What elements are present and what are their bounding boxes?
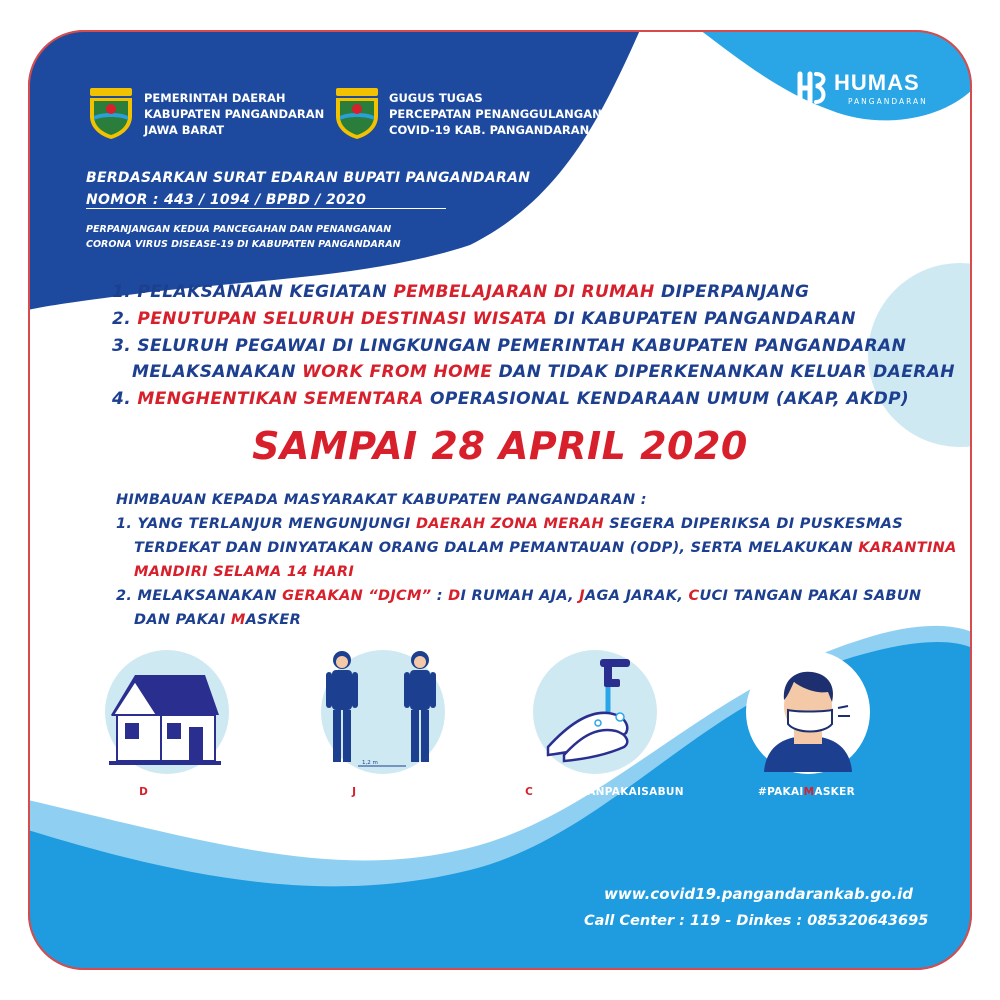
hashtag-jagajarak: #JAGAJARAK — [343, 786, 420, 798]
two-people-icon — [318, 648, 448, 776]
org2-line: COVID-19 KAB. PANGANDARAN — [389, 123, 590, 137]
coat-of-arms-icon — [84, 86, 138, 140]
appeal-1-line3: MANDIRI SELAMA 14 HARI — [134, 564, 355, 580]
divider — [86, 208, 446, 209]
deadline-heading: SAMPAI 28 APRIL 2020 — [252, 424, 748, 468]
decree-number: NOMOR : 443 / 1094 / BPBD / 2020 — [86, 192, 367, 208]
org-government-block — [144, 90, 324, 138]
coat-of-arms-icon — [330, 86, 384, 140]
handwash-icon — [538, 655, 648, 765]
org-taskforce-block — [389, 90, 602, 138]
point-2: 2. PENUTUPAN SELURUH DESTINASI WISATA DI KABUPATEN PANGANDARAN — [112, 309, 856, 329]
appeal-1: 1. YANG TERLANJUR MENGUNJUNGI DAERAH ZONA MERAH SEGERA DIPERIKSA DI PUSKESMAS — [116, 516, 903, 532]
subtitle-line: PERPANJANGAN KEDUA PANCEGAHAN DAN PENANGANAN — [86, 224, 392, 235]
decree-block — [86, 167, 530, 211]
point-1: 1. PELAKSANAAN KEGIATAN PEMBELAJARAN DI RUMAH DIPERPANJANG — [112, 282, 810, 302]
appeal-title: HIMBAUAN KEPADA MASYARAKAT KABUPATEN PANGANDARAN : — [116, 492, 647, 508]
point-3-continued: MELAKSANAKAN WORK FROM HOME DAN TIDAK DIPERKENANKAN KELUAR DAERAH — [132, 362, 955, 382]
appeal-1-line2: TERDEKAT DAN DINYATAKAN ORANG DALAM PEMANTAUAN (ODP), SERTA MELAKUKAN KARANTINA — [134, 540, 957, 556]
footer-website: www.covid19.pangandarankab.go.id — [604, 885, 914, 903]
org2-line: PERCEPATAN PENANGGULANGAN — [389, 107, 602, 121]
brand-sub: PANGANDARAN — [848, 97, 928, 106]
brand-name: HUMAS — [834, 70, 920, 95]
hashtag-pakaimasker: #PAKAIMASKER — [758, 786, 855, 798]
hashtag-dirumahaja: #DIRUMAHAJA — [130, 786, 219, 798]
org2-line: GUGUS TUGAS — [389, 91, 483, 105]
point-3: 3. SELURUH PEGAWAI DI LINGKUNGAN PEMERINTAH KABUPATEN PANGANDARAN — [112, 336, 907, 356]
subtitle-line: CORONA VIRUS DISEASE-19 DI KABUPATEN PANGANDARAN — [86, 239, 401, 250]
appeal-2: 2. MELAKSANAKAN GERAKAN “DJCM” : DI RUMAH AJA, JAGA JARAK, CUCI TANGAN PAKAI SABUN — [116, 588, 922, 604]
point-4: 4. MENGHENTIKAN SEMENTARA OPERASIONAL KENDARAAN UMUM (AKAP, AKDP) — [112, 389, 910, 409]
distance-label: 1,2 m — [362, 760, 378, 766]
mask-person-icon — [752, 660, 864, 772]
org1-line: KABUPATEN PANGANDARAN — [144, 107, 325, 121]
appeal-2-line2: DAN PAKAI MASKER — [134, 612, 302, 628]
footer-callcenter: Call Center : 119 - Dinkes : 085320643695 — [584, 913, 929, 929]
subtitle-block — [86, 222, 401, 252]
decree-title: BERDASARKAN SURAT EDARAN BUPATI PANGANDARAN — [86, 170, 531, 186]
org1-line: JAWA BARAT — [144, 123, 225, 137]
house-icon — [105, 665, 225, 775]
humas-logo-icon — [796, 68, 830, 108]
org1-line: PEMERINTAH DAERAH — [144, 91, 286, 105]
hashtag-cucitanganpakaisabun: #CUCITANGANPAKAISABUN — [516, 786, 684, 798]
